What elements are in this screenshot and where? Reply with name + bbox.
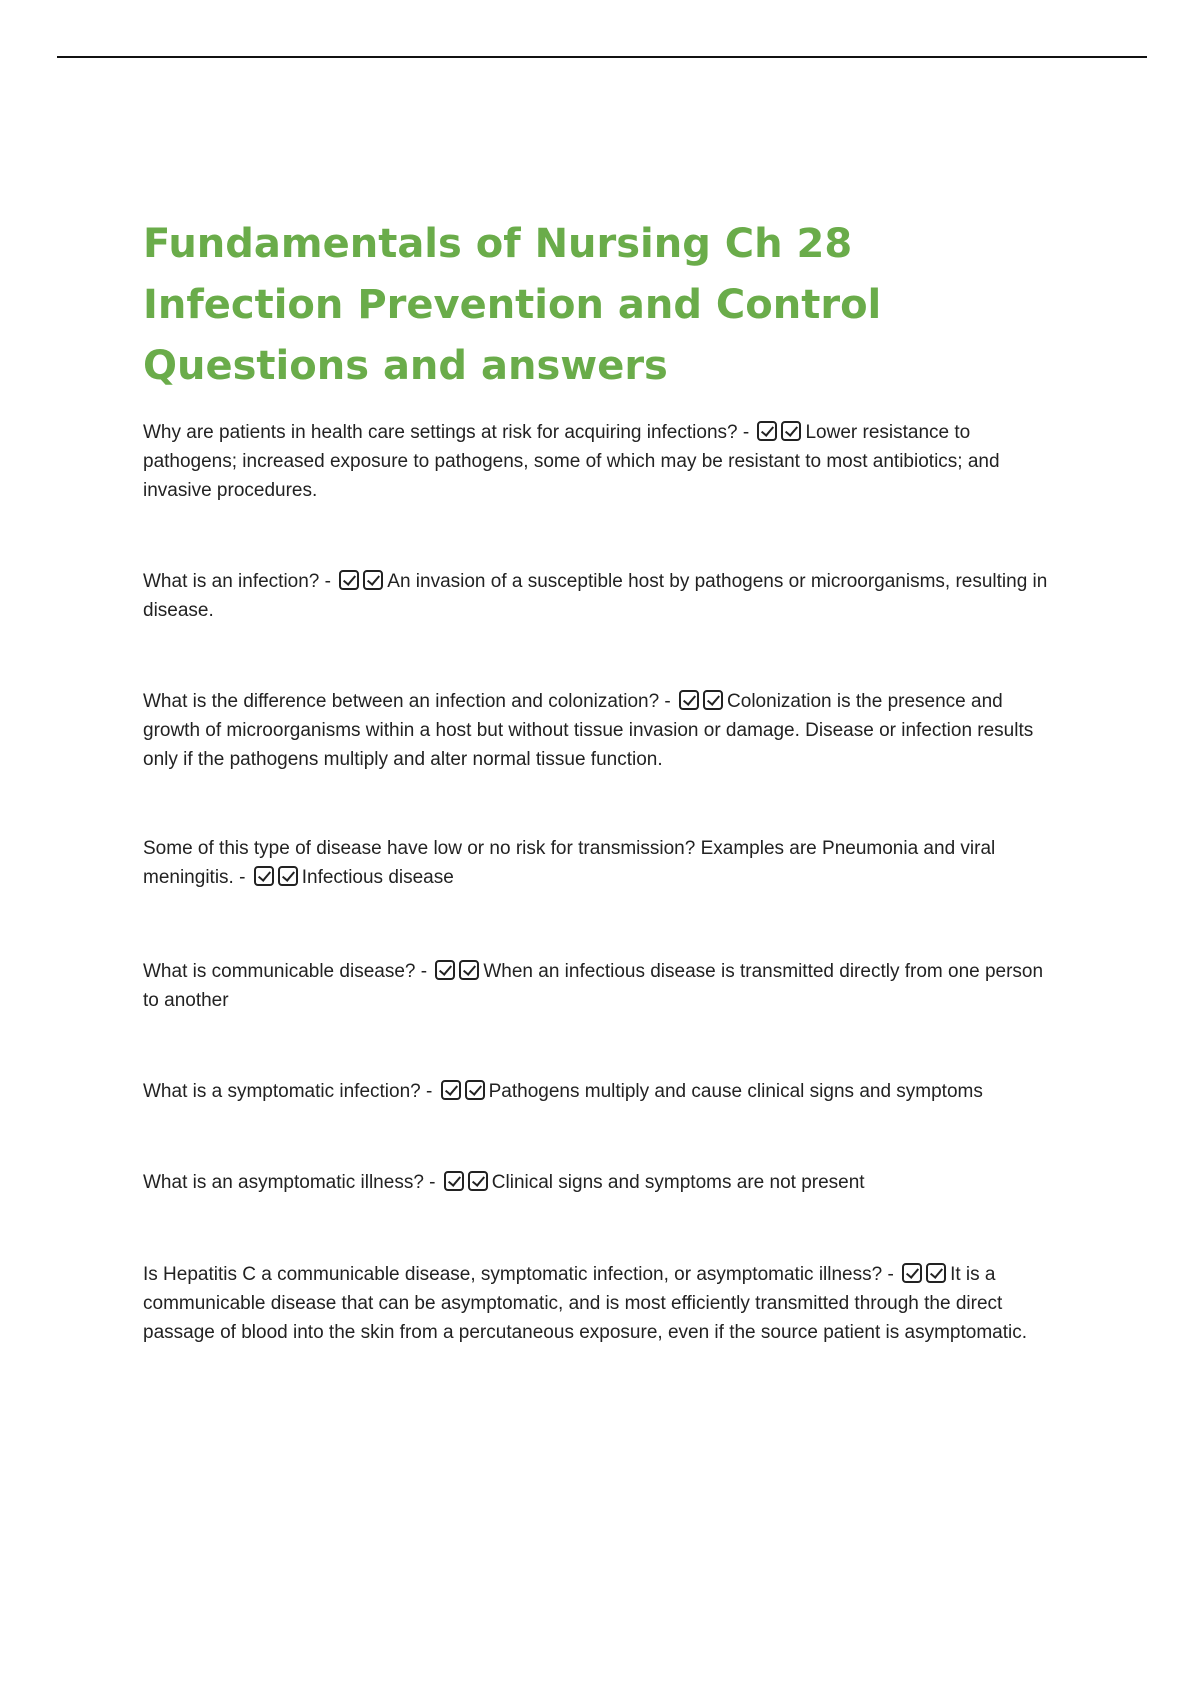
checkbox-checked-icon [459, 960, 479, 980]
separator: - [882, 1264, 900, 1285]
checkbox-checked-icon [278, 866, 298, 886]
checkbox-checked-icon [465, 1080, 485, 1100]
checkbox-checked-icon [781, 421, 801, 441]
checkbox-checked-icon [757, 421, 777, 441]
question-text: What is communicable disease? [143, 961, 416, 982]
checkbox-checked-icon [902, 1263, 922, 1283]
separator: - [319, 571, 337, 592]
qa-item-7 [143, 1168, 1063, 1197]
separator: - [737, 422, 755, 443]
header-rule [57, 56, 1147, 58]
answer-text: It is a communicable disease that can be asymptomatic, and is most efficiently transmitted through the direct passage of blood into the skin from a percutaneous exposure, even if the source patient is asymptomatic. [143, 1264, 1028, 1343]
checkbox-checked-icon [926, 1263, 946, 1283]
checkbox-checked-icon [468, 1171, 488, 1191]
checkbox-checked-icon [679, 690, 699, 710]
separator: - [415, 961, 433, 982]
question-text: Some of this type of disease have low or no risk for transmission? Examples are Pneumonia and viral meningitis. [143, 838, 996, 888]
question-text: What is the difference between an infection and colonization? [143, 691, 660, 712]
checkbox-checked-icon [703, 690, 723, 710]
answer-text: Pathogens multiply and cause clinical signs and symptoms [488, 1081, 983, 1102]
answer-text: Infectious disease [301, 867, 454, 888]
separator: - [233, 867, 251, 888]
checkbox-checked-icon [363, 570, 383, 590]
separator: - [423, 1172, 441, 1193]
answer-text: An invasion of a susceptible host by pathogens or microorganisms, resulting in disease. [143, 571, 1048, 621]
qa-item-2 [143, 567, 1063, 625]
checkbox-checked-icon [441, 1080, 461, 1100]
document-title: Fundamentals of Nursing Ch 28 Infection Prevention and Control Questions and answers [143, 221, 882, 389]
separator: - [420, 1081, 438, 1102]
question-text: What is an infection? [143, 571, 320, 592]
answer-text: Clinical signs and symptoms are not present [491, 1172, 865, 1193]
question-text: What is a symptomatic infection? [143, 1081, 421, 1102]
checkbox-checked-icon [435, 960, 455, 980]
qa-item-6 [143, 1077, 1063, 1106]
checkbox-checked-icon [444, 1171, 464, 1191]
question-text: What is an asymptomatic illness? [143, 1172, 424, 1193]
question-text: Why are patients in health care settings at risk for acquiring infections? [143, 422, 738, 443]
question-text: Is Hepatitis C a communicable disease, symptomatic infection, or asymptomatic illness? [143, 1264, 883, 1285]
checkbox-checked-icon [254, 866, 274, 886]
checkbox-checked-icon [339, 570, 359, 590]
answer-text: Lower resistance to pathogens; increased exposure to pathogens, some of which may be resistant to most antibiotics; and invasive procedures. [143, 422, 1000, 501]
qa-item-5 [143, 957, 1063, 1015]
separator: - [659, 691, 677, 712]
answer-text: Colonization is the presence and growth of microorganisms within a host but without tissue invasion or damage. Disease or infection results only if the pathogens multiply and alter normal tissue function. [143, 691, 1034, 770]
answer-text: When an infectious disease is transmitted directly from one person to another [143, 961, 1044, 1011]
qa-item-1 [143, 418, 1063, 505]
qa-item-8 [143, 1260, 1063, 1347]
qa-item-4 [143, 834, 1063, 892]
qa-item-3 [143, 687, 1063, 774]
